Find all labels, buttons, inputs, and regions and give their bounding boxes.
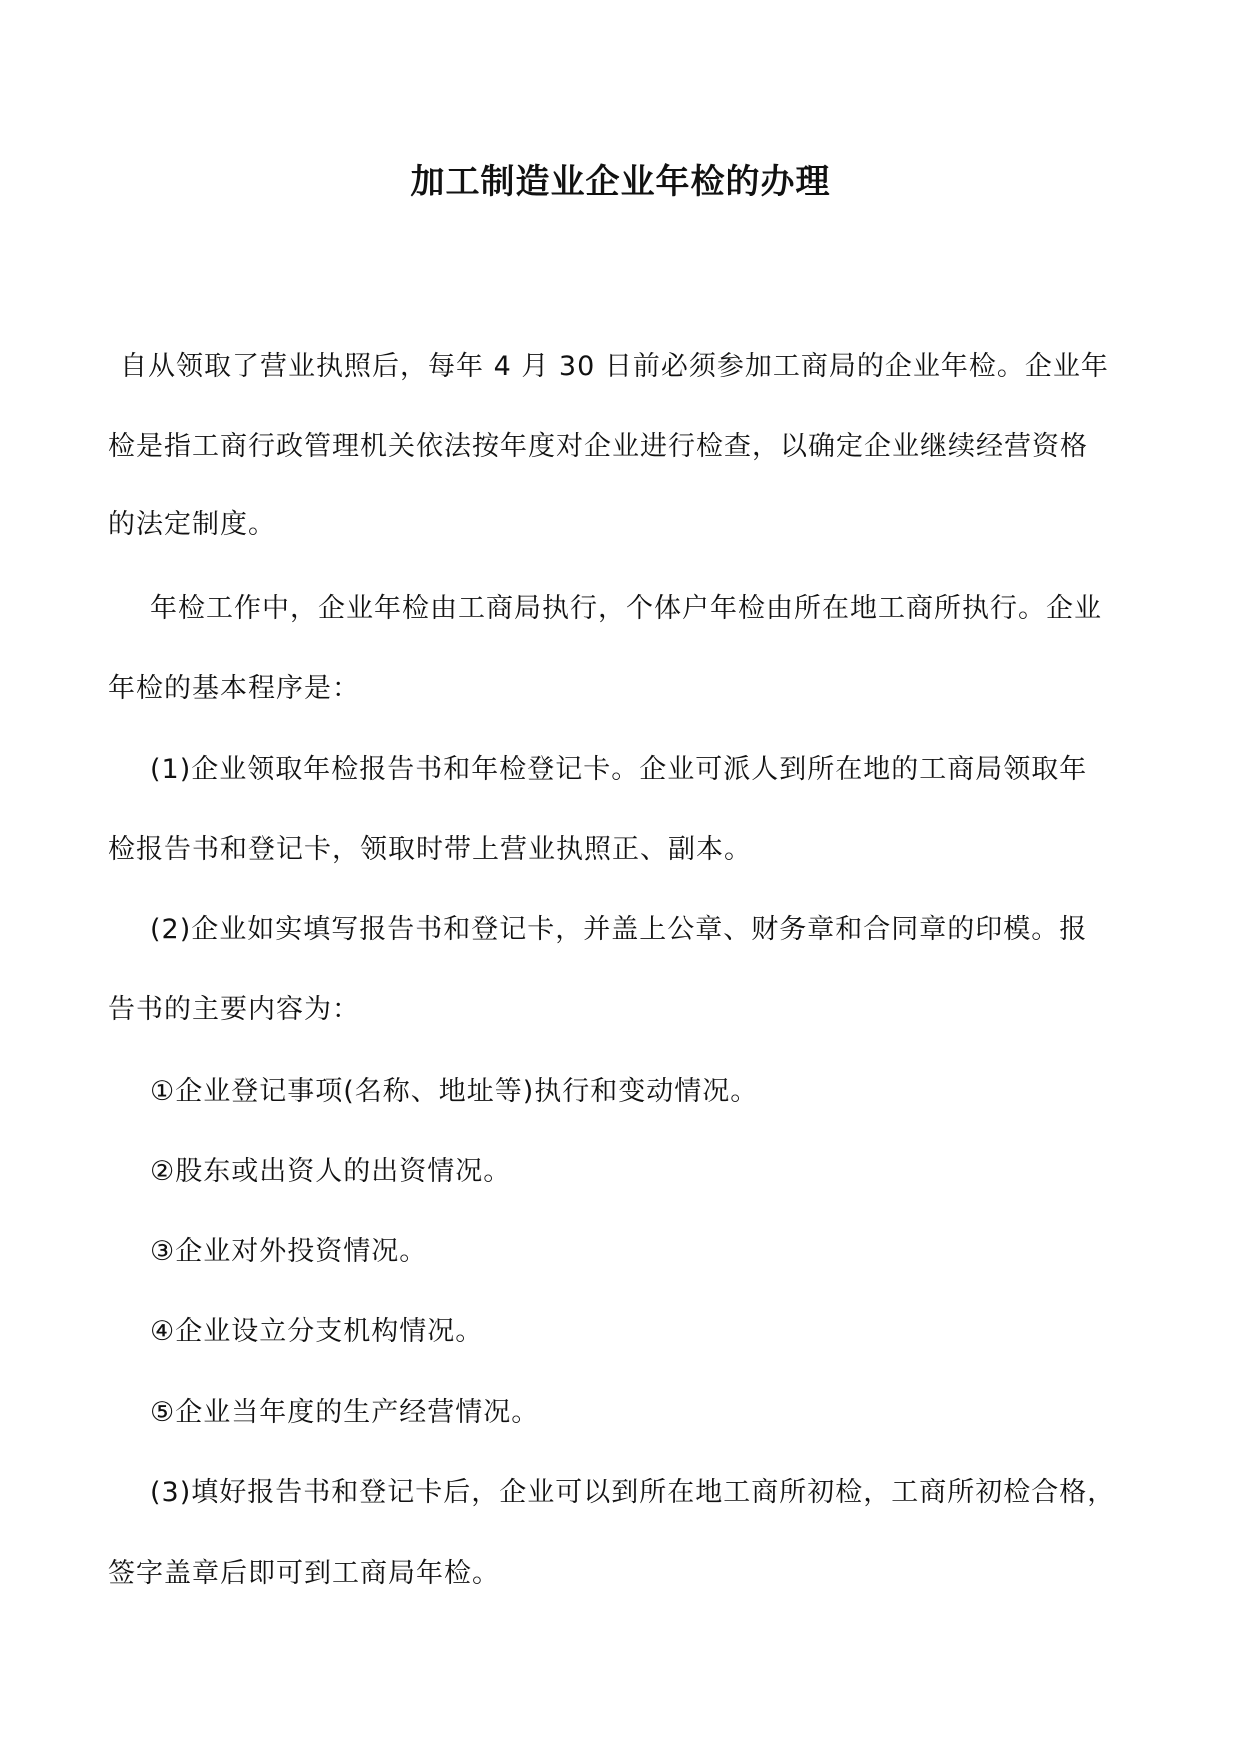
- paragraph-line: (1)企业领取年检报告书和年检登记卡。企业可派人到所在地的工商局领取年: [150, 754, 1088, 785]
- list-item: ④企业设立分支机构情况。: [150, 1316, 484, 1347]
- list-item: ②股东或出资人的出资情况。: [150, 1156, 512, 1187]
- list-item: ③企业对外投资情况。: [150, 1236, 428, 1267]
- paragraph-line: 检是指工商行政管理机关依法按年度对企业进行检查，以确定企业继续经营资格: [108, 431, 1088, 462]
- paragraph-line: 自从领取了营业执照后，每年 4 月 30 日前必须参加工商局的企业年检。企业年: [120, 351, 1109, 382]
- paragraph-line: 的法定制度。: [108, 509, 276, 540]
- list-item: ⑤企业当年度的生产经营情况。: [150, 1397, 540, 1428]
- paragraph-line: 告书的主要内容为：: [108, 994, 360, 1025]
- document-title: 加工制造业企业年检的办理: [410, 162, 831, 202]
- list-item: ①企业登记事项(名称、地址等)执行和变动情况。: [150, 1076, 759, 1107]
- paragraph-line: (3)填好报告书和登记卡后，企业可以到所在地工商所初检，工商所初检合格，: [150, 1477, 1116, 1508]
- paragraph-line: 签字盖章后即可到工商局年检。: [108, 1558, 500, 1589]
- paragraph-line: 年检的基本程序是：: [108, 673, 360, 704]
- paragraph-line: 检报告书和登记卡，领取时带上营业执照正、副本。: [108, 834, 752, 865]
- paragraph-line: (2)企业如实填写报告书和登记卡，并盖上公章、财务章和合同章的印模。报: [150, 914, 1088, 945]
- paragraph-line: 年检工作中，企业年检由工商局执行，个体户年检由所在地工商所执行。企业: [150, 593, 1102, 624]
